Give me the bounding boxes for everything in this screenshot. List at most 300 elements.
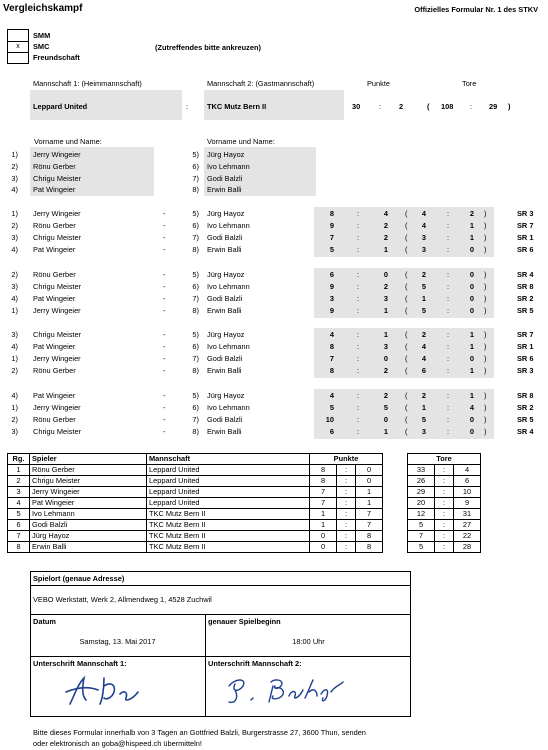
game-points-2[interactable]: 0 [383, 270, 388, 279]
game-referee: SR 7 [517, 330, 534, 339]
game-goals-2[interactable]: 0 [469, 354, 474, 364]
ranking-player: Godi Balzli [30, 520, 147, 531]
ranking-goals-separator: : [435, 520, 454, 531]
game-goals-close: ) [484, 391, 487, 400]
game-referee: SR 1 [517, 342, 534, 352]
game-dash: - [163, 245, 166, 255]
player-number: 5) [192, 150, 199, 159]
game-goals-close: ) [484, 245, 487, 255]
ranking-points-separator: : [337, 542, 356, 553]
points-separator: : [379, 102, 382, 111]
ranking-points-2: 1 [356, 487, 383, 498]
game-player1-name: Jerry Wingeier [33, 354, 81, 364]
ranking-points-2: 1 [356, 498, 383, 509]
game-player2-name: Ivo Lehmann [207, 342, 250, 352]
ranking-rank: 1 [8, 465, 30, 476]
type-label: SMC [33, 42, 50, 51]
ranking-goals-separator: : [435, 542, 454, 553]
game-player1-name: Rönu Gerber [33, 221, 76, 231]
game-score-separator: : [357, 282, 360, 292]
game-player2-number: 8) [192, 427, 199, 437]
game-goals-2[interactable]: 0 [469, 427, 474, 437]
game-goals-open: ( [405, 342, 408, 352]
ranking-goals-2: 22 [454, 531, 481, 542]
game-goals-separator: : [447, 330, 450, 339]
ranking-goals-2: 27 [454, 520, 481, 531]
ranking-player: Jerry Wingeier [30, 487, 147, 498]
game-goals-open: ( [405, 233, 408, 243]
game-dash: - [163, 221, 166, 231]
signature1-label: Unterschrift Mannschaft 1: [33, 659, 127, 668]
game-dash: - [163, 342, 166, 352]
game-goals-separator: : [447, 306, 450, 316]
ranking-table [7, 453, 481, 553]
team2-label: Mannschaft 2: (Gastmannschaft) [207, 79, 315, 88]
game-player2-number: 7) [192, 294, 199, 304]
game-goals-open: ( [405, 403, 408, 413]
game-goals-2[interactable]: 1 [469, 233, 474, 243]
game-goals-1[interactable]: 1 [421, 403, 426, 413]
game-points-1[interactable]: 10 [325, 415, 334, 425]
player-name[interactable]: Pat Wingeier [33, 185, 76, 195]
game-goals-close: ) [484, 366, 487, 376]
game-score-separator: : [357, 366, 360, 376]
game-score-separator: : [357, 415, 360, 425]
game-goals-2[interactable]: 1 [469, 342, 474, 352]
ranking-rank: 4 [8, 498, 30, 509]
ranking-points-2: 7 [356, 520, 383, 531]
game-player1-name: Pat Wingeier [33, 294, 76, 304]
game-player1-number: 2) [11, 366, 18, 376]
game-dash: - [163, 354, 166, 364]
game-player1-number: 1) [11, 403, 18, 413]
game-goals-open: ( [405, 209, 408, 218]
player-number: 4) [11, 185, 18, 195]
game-goals-2[interactable]: 1 [469, 391, 474, 400]
game-dash: - [163, 427, 166, 437]
ranking-team: Leppard United [147, 487, 310, 498]
game-points-1[interactable]: 6 [329, 270, 334, 279]
ranking-rank: 6 [8, 520, 30, 531]
game-points-2[interactable]: 1 [383, 330, 388, 339]
game-goals-close: ) [484, 403, 487, 413]
ranking-header-goals: Tore [408, 454, 481, 465]
game-goals-1[interactable]: 5 [421, 415, 426, 425]
form-title: Vergleichskampf [3, 3, 83, 14]
game-player2-name: Godi Balzli [207, 354, 243, 364]
game-score-separator: : [357, 294, 360, 304]
type-option[interactable] [7, 52, 80, 63]
ranking-header-points: Punkte [310, 454, 383, 465]
game-goals-2[interactable]: 1 [469, 366, 474, 376]
game-goals-open: ( [405, 221, 408, 231]
game-goals-1[interactable]: 4 [421, 354, 426, 364]
game-points-2[interactable]: 0 [383, 415, 388, 425]
game-score-separator: : [357, 330, 360, 339]
ranking-player: Pat Wingeier [30, 498, 147, 509]
game-goals-open: ( [405, 391, 408, 400]
game-points-2[interactable]: 2 [383, 282, 388, 292]
player-number: 6) [192, 161, 199, 171]
game-points-1[interactable]: 5 [329, 403, 334, 413]
game-points-1[interactable]: 5 [329, 245, 334, 255]
form-label: Offizielles Formular Nr. 1 des STKV [414, 5, 538, 14]
player-number: 2) [11, 161, 18, 171]
ranking-spacer [383, 454, 408, 465]
game-goals-separator: : [447, 354, 450, 364]
game-goals-1[interactable]: 2 [421, 391, 426, 400]
game-points-1[interactable]: 9 [329, 306, 334, 316]
game-goals-close: ) [484, 427, 487, 437]
game-referee: SR 6 [517, 245, 534, 255]
game-goals-1[interactable]: 5 [421, 282, 426, 292]
player-name[interactable]: Godi Balzli [207, 173, 243, 183]
game-goals-close: ) [484, 306, 487, 316]
ranking-goals-1: 5 [408, 542, 435, 553]
game-goals-2[interactable]: 0 [469, 415, 474, 425]
ranking-points-1: 7 [310, 498, 337, 509]
game-points-1[interactable]: 7 [329, 233, 334, 243]
game-goals-1[interactable]: 4 [421, 209, 426, 218]
ranking-points-separator: : [337, 487, 356, 498]
game-goals-1[interactable]: 2 [421, 330, 426, 339]
game-goals-2[interactable]: 2 [469, 209, 474, 218]
game-points-1[interactable]: 8 [329, 209, 334, 218]
game-goals-open: ( [405, 270, 408, 279]
ranking-points-2: 8 [356, 531, 383, 542]
total-points-1: 30 [352, 102, 361, 111]
game-goals-2[interactable]: 1 [469, 221, 474, 231]
game-player2-number: 6) [192, 282, 199, 292]
game-score-separator: : [357, 354, 360, 364]
ranking-row [8, 476, 481, 487]
game-goals-separator: : [447, 366, 450, 376]
ranking-goals-1: 12 [408, 509, 435, 520]
tore-label: Tore [462, 79, 477, 88]
ranking-team: Leppard United [147, 476, 310, 487]
game-player1-name: Chrigu Meister [33, 233, 82, 243]
game-referee: SR 6 [517, 354, 534, 364]
ranking-row [8, 487, 481, 498]
game-dash: - [163, 306, 166, 316]
game-goals-open: ( [405, 354, 408, 364]
ranking-header-team: Mannschaft [147, 454, 310, 465]
ranking-points-1: 0 [310, 542, 337, 553]
ranking-points-separator: : [337, 465, 356, 476]
ranking-goals-2: 31 [454, 509, 481, 520]
game-goals-2[interactable]: 1 [469, 330, 474, 339]
game-goals-1[interactable]: 4 [421, 221, 426, 231]
game-player1-number: 1) [11, 306, 18, 316]
game-goals-separator: : [447, 209, 450, 218]
game-dash: - [163, 403, 166, 413]
game-referee: SR 8 [517, 391, 534, 400]
game-player2-number: 5) [192, 391, 199, 400]
game-goals-1[interactable]: 6 [421, 366, 426, 376]
game-player2-number: 6) [192, 403, 199, 413]
venue-address[interactable]: VEBO Werkstatt, Werk 2, Allmendweg 1, 4528 Zuchwil [33, 595, 212, 604]
game-referee: SR 4 [517, 427, 534, 437]
game-goals-close: ) [484, 233, 487, 243]
game-referee: SR 3 [517, 366, 534, 376]
divider [205, 614, 206, 716]
game-goals-separator: : [447, 294, 450, 304]
ranking-spacer [383, 531, 408, 542]
game-goals-2[interactable]: 0 [469, 294, 474, 304]
divider [30, 585, 411, 586]
game-player1-name: Pat Wingeier [33, 245, 76, 255]
game-player2-name: Jürg Hayoz [207, 391, 245, 400]
type-option[interactable] [7, 30, 80, 41]
player-name[interactable]: Jürg Hayoz [207, 150, 245, 159]
game-goals-1[interactable]: 4 [421, 342, 426, 352]
team2-field[interactable] [204, 90, 344, 120]
game-points-1[interactable]: 9 [329, 221, 334, 231]
game-referee: SR 1 [517, 233, 534, 243]
game-player2-name: Erwin Balli [207, 427, 242, 437]
team-separator: : [186, 102, 189, 111]
punkte-label: Punkte [367, 79, 391, 88]
player-name[interactable]: Rönu Gerber [33, 161, 76, 171]
total-points-2: 2 [399, 102, 404, 111]
game-score-separator: : [357, 245, 360, 255]
game-goals-1[interactable]: 1 [421, 294, 426, 304]
ranking-row [8, 520, 481, 531]
game-points-2[interactable]: 1 [383, 427, 388, 437]
game-goals-separator: : [447, 342, 450, 352]
game-points-2[interactable]: 1 [383, 306, 388, 316]
ranking-goals-1: 5 [408, 520, 435, 531]
game-player1-number: 3) [11, 233, 18, 243]
ranking-goals-1: 20 [408, 498, 435, 509]
game-player1-name: Pat Wingeier [33, 391, 76, 400]
game-goals-1[interactable]: 3 [421, 233, 426, 243]
player-name[interactable]: Ivo Lehmann [207, 161, 250, 171]
game-goals-open: ( [405, 330, 408, 339]
game-goals-2[interactable]: 0 [469, 306, 474, 316]
type-checkbox-smc[interactable]: x [7, 41, 29, 53]
game-points-1[interactable]: 4 [329, 330, 334, 339]
type-label: SMM [33, 31, 51, 40]
game-points-2[interactable]: 2 [383, 391, 388, 400]
game-goals-close: ) [484, 294, 487, 304]
ranking-points-2: 8 [356, 542, 383, 553]
signature-team2 [225, 672, 355, 708]
type-option[interactable] [7, 41, 80, 52]
ranking-goals-separator: : [435, 465, 454, 476]
ranking-header-row [8, 454, 481, 465]
ranking-goals-2: 10 [454, 487, 481, 498]
signature-team1 [62, 670, 152, 710]
game-player2-name: Ivo Lehmann [207, 221, 250, 231]
game-player2-number: 8) [192, 306, 199, 316]
game-referee: SR 5 [517, 306, 534, 316]
type-label: Freundschaft [33, 53, 80, 62]
game-goals-close: ) [484, 221, 487, 231]
game-player2-number: 6) [192, 342, 199, 352]
game-dash: - [163, 282, 166, 292]
ranking-row [8, 509, 481, 520]
team1-field[interactable] [30, 90, 182, 120]
game-player1-name: Chrigu Meister [33, 427, 82, 437]
game-player2-number: 6) [192, 221, 199, 231]
ranking-goals-1: 7 [408, 531, 435, 542]
game-score-separator: : [357, 403, 360, 413]
game-points-2[interactable]: 3 [383, 294, 388, 304]
game-goals-open: ( [405, 294, 408, 304]
ranking-points-separator: : [337, 498, 356, 509]
game-points-1[interactable]: 8 [329, 342, 334, 352]
match-time[interactable]: 18:00 Uhr [292, 637, 325, 646]
ranking-team: Leppard United [147, 465, 310, 476]
game-score-separator: : [357, 270, 360, 279]
game-points-2[interactable]: 4 [383, 209, 388, 218]
game-goals-separator: : [447, 415, 450, 425]
game-points-2[interactable]: 5 [383, 403, 388, 413]
ranking-points-1: 8 [310, 476, 337, 487]
ranking-points-2: 0 [356, 465, 383, 476]
ranking-player: Erwin Balli [30, 542, 147, 553]
game-player1-name: Jerry Wingeier [33, 209, 81, 218]
game-player2-name: Erwin Balli [207, 366, 242, 376]
game-player2-name: Godi Balzli [207, 294, 243, 304]
player-name[interactable]: Erwin Balli [207, 185, 242, 195]
game-goals-1[interactable]: 2 [421, 270, 426, 279]
game-goals-open: ( [405, 415, 408, 425]
ranking-goals-1: 29 [408, 487, 435, 498]
game-goals-separator: : [447, 245, 450, 255]
time-label: genauer Spielbeginn [208, 617, 281, 626]
total-goals-2: 29 [489, 102, 498, 111]
game-player2-name: Erwin Balli [207, 306, 242, 316]
game-goals-close: ) [484, 282, 487, 292]
game-player2-number: 8) [192, 366, 199, 376]
ranking-team: TKC Mutz Bern II [147, 542, 310, 553]
game-goals-separator: : [447, 270, 450, 279]
game-points-1[interactable]: 6 [329, 427, 334, 437]
player-number: 3) [11, 173, 18, 183]
game-goals-2[interactable]: 0 [469, 270, 474, 279]
game-goals-separator: : [447, 221, 450, 231]
game-points-2[interactable]: 3 [383, 342, 388, 352]
game-points-2[interactable]: 2 [383, 233, 388, 243]
ranking-spacer [383, 509, 408, 520]
game-goals-1[interactable]: 3 [421, 245, 426, 255]
game-points-1[interactable]: 8 [329, 366, 334, 376]
game-points-1[interactable]: 7 [329, 354, 334, 364]
game-goals-2[interactable]: 4 [469, 403, 474, 413]
game-player1-name: Jerry Wingeier [33, 306, 81, 316]
game-points-1[interactable]: 3 [329, 294, 334, 304]
game-goals-1[interactable]: 3 [421, 427, 426, 437]
ranking-goals-separator: : [435, 509, 454, 520]
game-score-separator: : [357, 233, 360, 243]
game-player1-number: 4) [11, 245, 18, 255]
ranking-rank: 2 [8, 476, 30, 487]
game-player2-number: 7) [192, 415, 199, 425]
game-player1-name: Jerry Wingeier [33, 403, 81, 413]
ranking-goals-1: 26 [408, 476, 435, 487]
game-points-1[interactable]: 9 [329, 282, 334, 292]
game-goals-close: ) [484, 330, 487, 339]
ranking-spacer [383, 487, 408, 498]
game-goals-open: ( [405, 306, 408, 316]
game-dash: - [163, 209, 166, 218]
game-goals-open: ( [405, 427, 408, 437]
ranking-row [8, 465, 481, 476]
game-score-separator: : [357, 391, 360, 400]
game-goals-open: ( [405, 282, 408, 292]
game-goals-close: ) [484, 342, 487, 352]
game-goals-separator: : [447, 427, 450, 437]
game-dash: - [163, 270, 166, 279]
player-name[interactable]: Jerry Wingeier [33, 150, 81, 159]
game-points-2[interactable]: 0 [383, 354, 388, 364]
ranking-points-1: 1 [310, 509, 337, 520]
venue-label: Spielort (genaue Adresse) [33, 574, 125, 583]
game-player2-number: 7) [192, 233, 199, 243]
game-goals-2[interactable]: 0 [469, 245, 474, 255]
game-player1-number: 4) [11, 342, 18, 352]
ranking-player: Chrigu Meister [30, 476, 147, 487]
ranking-goals-2: 4 [454, 465, 481, 476]
game-points-1[interactable]: 4 [329, 391, 334, 400]
ranking-points-separator: : [337, 509, 356, 520]
signature2-label: Unterschrift Mannschaft 2: [208, 659, 302, 668]
ranking-spacer [383, 520, 408, 531]
game-player2-name: Ivo Lehmann [207, 282, 250, 292]
game-player1-name: Chrigu Meister [33, 330, 82, 339]
team2-name: TKC Mutz Bern II [207, 102, 267, 111]
ranking-points-separator: : [337, 520, 356, 531]
game-goals-separator: : [447, 233, 450, 243]
ranking-goals-separator: : [435, 487, 454, 498]
game-player1-number: 4) [11, 294, 18, 304]
goals-separator: : [470, 102, 473, 111]
game-points-2[interactable]: 1 [383, 245, 388, 255]
ranking-rank: 3 [8, 487, 30, 498]
game-player1-number: 4) [11, 391, 18, 400]
ranking-goals-separator: : [435, 498, 454, 509]
game-player2-number: 7) [192, 354, 199, 364]
player-name[interactable]: Chrigu Meister [33, 173, 82, 183]
game-score-separator: : [357, 209, 360, 218]
game-dash: - [163, 366, 166, 376]
game-player2-name: Ivo Lehmann [207, 403, 250, 413]
game-referee: SR 5 [517, 415, 534, 425]
game-points-2[interactable]: 2 [383, 366, 388, 376]
game-goals-1[interactable]: 5 [421, 306, 426, 316]
game-player2-number: 5) [192, 270, 199, 279]
game-referee: SR 4 [517, 270, 534, 279]
game-score-separator: : [357, 427, 360, 437]
game-player2-number: 5) [192, 209, 199, 218]
footer-line-1: Bitte dieses Formular innerhalb von 3 Tagen an Gottfried Balzli, Burgerstrasse 27, 3600 Thun, senden [33, 728, 366, 737]
ranking-points-2: 7 [356, 509, 383, 520]
ranking-rank: 5 [8, 509, 30, 520]
game-points-2[interactable]: 2 [383, 221, 388, 231]
ranking-goals-2: 6 [454, 476, 481, 487]
match-date[interactable]: Samstag, 13. Mai 2017 [79, 637, 156, 646]
game-goals-separator: : [447, 391, 450, 400]
type-checkbox-freundschaft[interactable] [7, 52, 29, 64]
game-goals-separator: : [447, 403, 450, 413]
game-player2-name: Jürg Hayoz [207, 330, 245, 339]
ranking-goals-2: 28 [454, 542, 481, 553]
ranking-spacer [383, 498, 408, 509]
type-hint: (Zutreffendes bitte ankreuzen) [155, 43, 261, 52]
game-goals-2[interactable]: 0 [469, 282, 474, 292]
